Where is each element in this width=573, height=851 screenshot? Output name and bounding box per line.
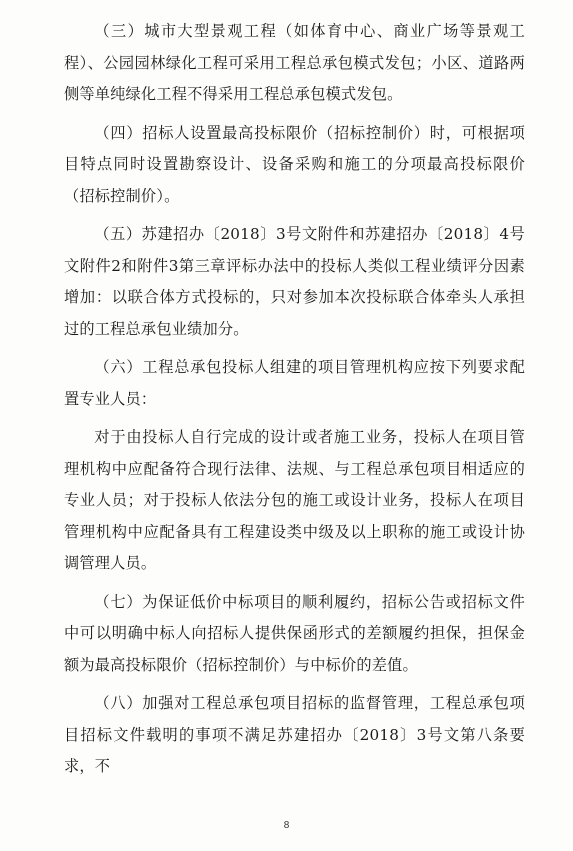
paragraph-8: （八）加强对工程总承包项目招标的监督管理，工程总承包项目招标文件载明的事项不满足苏建招办〔2018〕3号文第八条要求，不: [64, 694, 525, 775]
page-number: 8: [283, 820, 290, 831]
paragraph-4: （四）招标人设置最高投标限价（招标控制价）时，可根据项目特点同时设置勘察设计、设备采购和施工的分项最高投标限价（招标控制价）。: [64, 123, 525, 205]
paragraph-5: （五）苏建招办〔2018〕3号文附件和苏建招办〔2018〕4号文附件2和附件3第三章评标办法中的投标人类似工程业绩评分因素增加：以联合体方式投标的，只对参加本次投标联合体牵头人承担过的工程总承包业绩加分。: [64, 225, 525, 338]
paragraph-6-detail: 对于由投标人自行完成的设计或者施工业务，投标人在项目管理机构中应配备符合现行法律、法规、与工程总承包项目相适应的专业人员；对于投标人依法分包的施工或设计业务，投标人在项目管理机构中应配备具有工程建设类中级及以上职称的施工或设计协调管理人员。: [64, 428, 525, 572]
paragraph-7: （七）为保证低价中标项目的顺利履约，招标公告或招标文件中可以明确中标人向招标人提供保函形式的差额履约担保，担保金额为最高投标限价（招标控制价）与中标价的差值。: [64, 592, 525, 674]
document-body: [64, 16, 525, 783]
paragraph-3: （三）城市大型景观工程（如体育中心、商业广场等景观工程）、公园园林绿化工程可采用工程总承包模式发包；小区、道路两侧等单纯绿化工程不得采用工程总承包模式发包。: [64, 22, 525, 103]
paragraph-6: （六）工程总承包投标人组建的项目管理机构应按下列要求配置专业人员：: [64, 358, 525, 408]
